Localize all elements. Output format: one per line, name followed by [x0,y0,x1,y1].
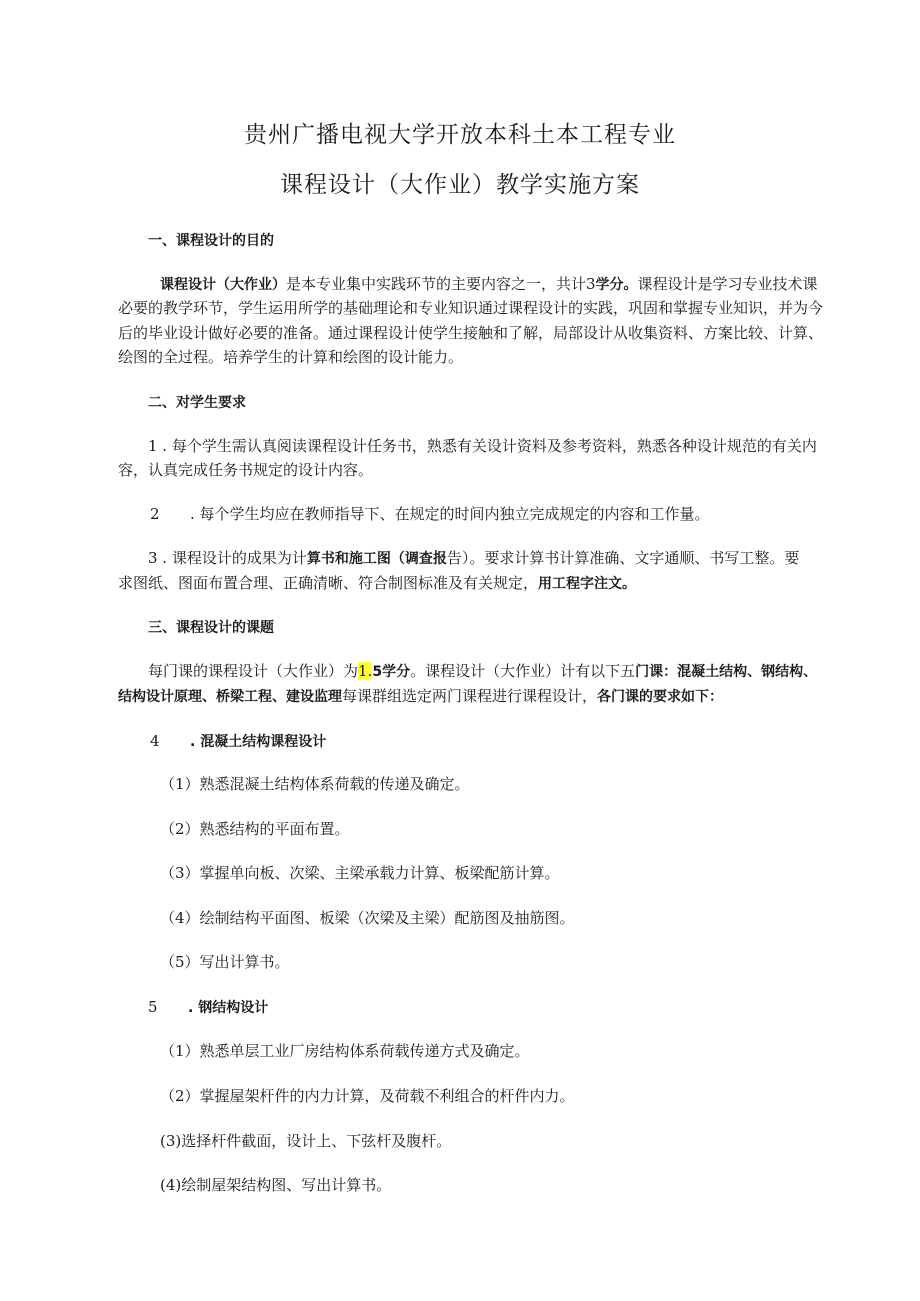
bold-text: 结构设计原理、桥梁工程、建设监理 [118,689,342,705]
bold-text: 学分。 [595,277,638,293]
text: 3 . 课程设计的成果为计 [148,549,307,567]
item-number: 4 [150,732,160,750]
section3-heading: 三、课程设计的课题 [148,620,274,636]
section1-heading: 一、课程设计的目的 [148,233,274,249]
doc-title-line1: 贵州广播电视大学开放本科土本工程专业 [244,122,676,148]
req-item1-line1: 1 . 每个学生需认真阅读课程设计任务书，熟悉有关设计资料及参考资料，熟悉各种设计规范的有关内 [148,437,817,455]
section3-para-line1 [148,661,817,682]
text: 每门课的课程设计（大作业）为 [148,662,359,680]
req-item1-line2: 容，认真完成任务书规定的设计内容。 [118,461,374,479]
course5-item4: (4)绘制屋架结构图、写出计算书。 [160,1176,392,1194]
section1-para-line2: 必要的教学环节，学生运用所学的基础理论和专业知识通过课程设计的实践，巩固和掌握专业知识，并为今 [118,299,824,317]
section1-para-line3: 后的毕业设计做好必要的准备。通过课程设计使学生接触和了解，局部设计从收集资料、方案比较、计算、 [118,324,824,342]
section1-para-line1 [160,274,818,295]
text: 求图纸、图面布置合理、正确清晰、符合制图标准及有关规定， [118,574,539,592]
bold-text: 用工程字注文。 [538,576,637,592]
bold-text: 门课：混凝土结构、钢结构、 [635,664,818,680]
bold-text: 5学分 [372,664,411,680]
course4-item1: （1）熟悉混凝土结构体系荷载的传递及确定。 [160,775,470,793]
text: 告）。要求计算书计算准确、文字通顺、书写工整。要 [446,549,800,567]
section1-para-line4: 绘图的全过程。培养学生的计算和绘图的设计能力。 [118,348,464,366]
course5-item1: （1）熟悉单层工业厂房结构体系荷载传递方式及确定。 [160,1042,530,1060]
course4-item2: （2）熟悉结构的平面布置。 [160,820,350,838]
course5-item3: (3)选择杆件截面，设计上、下弦杆及腹杆。 [160,1132,452,1150]
course-title: . 混凝土结构课程设计 [190,734,327,750]
course4-item3: （3）掌握单向板、次梁、主梁承载力计算、板梁配筋计算。 [160,864,560,882]
course4-item5: （5）写出计算书。 [160,953,290,971]
course-title: . 钢结构设计 [188,1000,269,1016]
bold-text: 课程设计（大作业） [160,277,286,293]
req-item3-line1 [148,548,799,569]
bold-text: 各门课的要求如下： [597,689,724,705]
req-item3-line2 [118,573,636,594]
text: . 每个学生均应在教师指导下、在规定的时间内独立完成规定的内容和工作量。 [190,505,710,523]
item-number: 2 [150,505,160,523]
doc-title-line2: 课程设计（大作业）教学实施方案 [280,172,640,198]
course4-item4: （4）绘制结构平面图、板梁（次梁及主梁）配筋图及抽筋图。 [160,909,575,927]
text: 。课程设计（大作业）计有以下五 [410,662,636,680]
text: 每课群组选定两门课程进行课程设计， [342,687,598,705]
text: 课程设计是学习专业技术课 [637,275,818,293]
text: 是本专业集中实践环节的主要内容之一，共计3 [286,275,596,293]
item-number: 5 [148,998,158,1016]
course5-heading [148,997,268,1018]
req-item2 [150,504,710,524]
bold-text: 算书和施工图（调查报 [306,551,447,567]
section3-para-line2 [118,686,723,707]
course4-heading [150,731,326,752]
section2-heading: 二、对学生要求 [148,395,246,411]
highlighted-text: 1. [358,662,373,680]
course5-item2: （2）掌握屋架杆件的内力计算，及荷载不利组合的杆件内力。 [160,1087,575,1105]
